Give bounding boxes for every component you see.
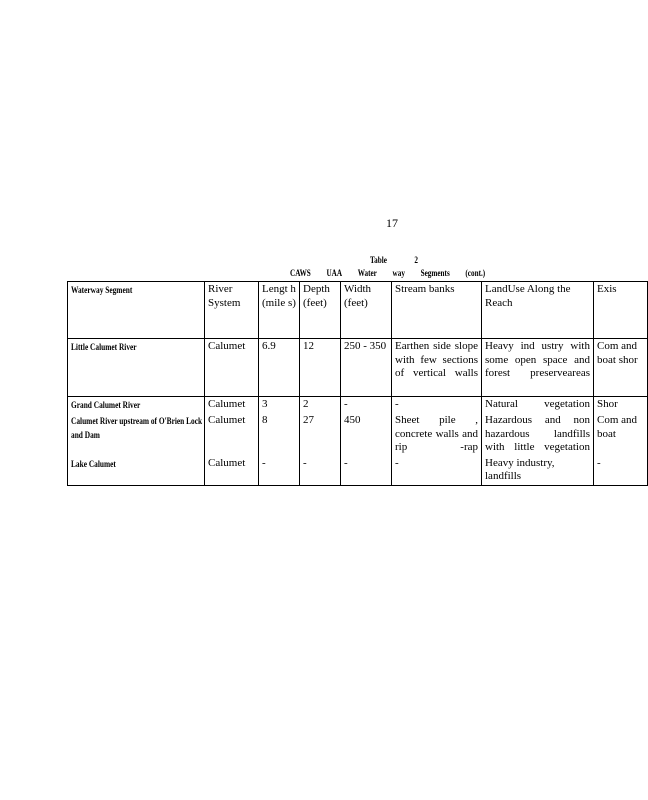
length-cell: 3 <box>259 397 300 414</box>
stream-banks-cell: - <box>392 456 482 486</box>
river-system-cell: Calumet <box>205 397 259 414</box>
caption-word: Segments <box>420 268 450 278</box>
header-cell <box>594 282 648 339</box>
segment-cell <box>68 397 205 414</box>
stream-banks-cell: Sheet pile , concrete walls and rip -rap <box>392 413 482 456</box>
page-number: 17 <box>386 216 398 230</box>
header-existing: Exis <box>597 283 617 295</box>
table-row <box>68 397 648 414</box>
caption-word: CAWS <box>290 268 311 278</box>
caption-word: (cont.) <box>465 268 486 278</box>
header-cell <box>482 282 594 339</box>
caption-word: UAA <box>326 268 343 278</box>
land-use-cell: Hazardous and non hazardous landfills with little vegetation <box>482 413 594 456</box>
land-use-cell: Natural vegetation <box>482 397 594 414</box>
land-use-cell: Heavy ind ustry with some open space and forest preserveareas <box>482 339 594 397</box>
existing-cell: Com and boat shor <box>594 339 648 397</box>
segment-cell <box>68 413 205 456</box>
river-system-cell: Calumet <box>205 339 259 397</box>
table-caption-line-2 <box>290 268 485 278</box>
header-cell <box>259 282 300 339</box>
segment-name: Little Calumet River <box>71 342 137 352</box>
header-cell <box>205 282 259 339</box>
land-use-cell: Heavy industry, landfills <box>482 456 594 486</box>
caption-word: Water <box>357 268 377 278</box>
waterway-segments-table <box>67 281 648 486</box>
segment-name: Calumet River upstream of O'Brien Lock and Dam <box>71 416 203 440</box>
length-cell: 6.9 <box>259 339 300 397</box>
table-row <box>68 456 648 486</box>
river-system-cell: Calumet <box>205 413 259 456</box>
table-header-row <box>68 282 648 339</box>
header-river-system: River System <box>208 283 241 309</box>
header-waterway-segment: Waterway Segment <box>71 285 133 295</box>
length-cell: - <box>259 456 300 486</box>
header-cell <box>300 282 341 339</box>
width-cell: 450 <box>341 413 392 456</box>
segment-cell <box>68 456 205 486</box>
segment-name: Grand Calumet River <box>71 400 141 410</box>
depth-cell: - <box>300 456 341 486</box>
depth-cell: 12 <box>300 339 341 397</box>
stream-banks-cell: - <box>392 397 482 414</box>
caption-word: Table <box>370 255 387 265</box>
segment-cell <box>68 339 205 397</box>
depth-cell: 2 <box>300 397 341 414</box>
width-cell: - <box>341 397 392 414</box>
caption-word: 2 <box>414 255 418 265</box>
length-cell: 8 <box>259 413 300 456</box>
existing-cell: - <box>594 456 648 486</box>
header-width: Width (feet) <box>344 283 372 309</box>
header-length: Lengt h (mile s) <box>262 283 296 309</box>
table-row <box>68 413 648 456</box>
header-cell <box>392 282 482 339</box>
table-row <box>68 339 648 397</box>
header-land-use: LandUse Along the Reach <box>485 283 571 309</box>
header-stream-banks: Stream banks <box>395 283 455 295</box>
header-cell <box>68 282 205 339</box>
header-depth: Depth (feet) <box>303 283 330 309</box>
segment-name: Lake Calumet <box>71 458 116 469</box>
width-cell: - <box>341 456 392 486</box>
river-system-cell: Calumet <box>205 456 259 486</box>
caption-word: way <box>392 268 405 278</box>
width-cell: 250 - 350 <box>341 339 392 397</box>
header-cell <box>341 282 392 339</box>
existing-cell: Com and boat <box>594 413 648 456</box>
waterway-table-container <box>67 281 638 482</box>
existing-cell: Shor <box>594 397 648 414</box>
table-caption-line-1 <box>370 255 418 265</box>
depth-cell: 27 <box>300 413 341 456</box>
stream-banks-cell: Earthen side slope with few sections of vertical walls <box>392 339 482 397</box>
